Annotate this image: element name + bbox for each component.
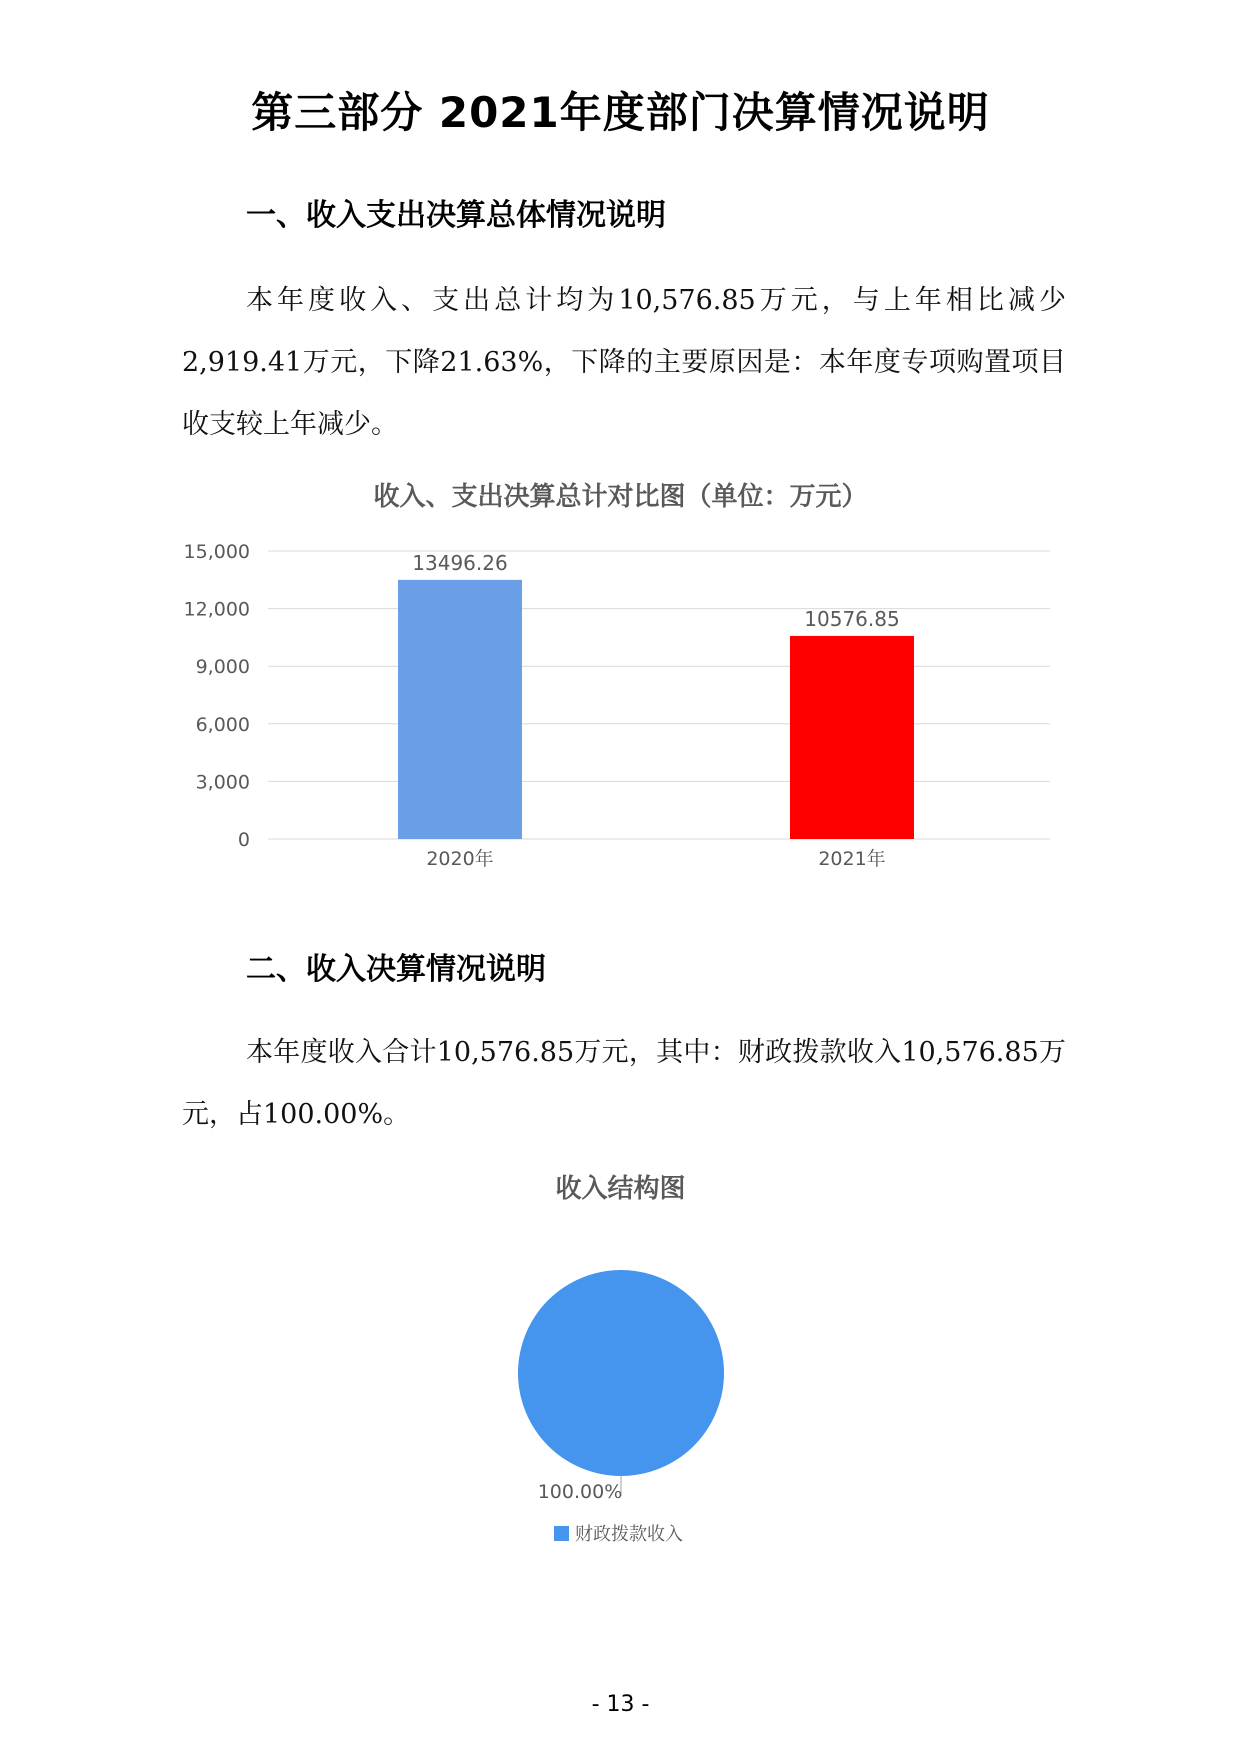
pie-slice-value-label: 100.00% <box>537 1481 623 1503</box>
pie-slice-fiscal-appropriation <box>518 1270 724 1476</box>
pie-legend-swatch <box>554 1526 569 1541</box>
x-tick-2021: 2021年 <box>818 848 886 870</box>
y-tick-label: 6,000 <box>195 713 250 736</box>
bar-2020-value-label: 13496.26 <box>412 550 508 575</box>
y-tick-label: 15,000 <box>183 541 250 563</box>
y-tick-label: 3,000 <box>195 771 250 794</box>
pie-legend-label: 财政拨款收入 <box>575 1524 683 1545</box>
y-tick-label: 9,000 <box>195 656 250 679</box>
y-tick-label: 0 <box>237 829 250 851</box>
page-title: 第三部分 2021年度部门决算情况说明 <box>251 88 990 137</box>
paragraph-income-summary: 本年度收入合计10,576.85万元，其中：财政拨款收入10,576.85万元，占100.00%。 <box>182 1037 1066 1130</box>
y-tick-label: 12,000 <box>183 598 250 621</box>
section-heading-income-expense: 一、收入支出决算总体情况说明 <box>246 198 666 233</box>
page-number: - 13 - <box>591 1692 650 1717</box>
bar-chart-title: 收入、支出决算总计对比图（单位：万元） <box>373 482 868 512</box>
paragraph-income-expense-summary: 本年度收入、支出总计均为10,576.85万元，与上年相比减少2,919.41万元，下降21.63%，下降的主要原因是：本年度专项购置项目收支较上年减少。 <box>182 285 1066 440</box>
pie-chart-title: 收入结构图 <box>555 1174 686 1204</box>
bar-2021-value-label: 10576.85 <box>804 606 900 631</box>
section-heading-income: 二、收入决算情况说明 <box>246 952 546 987</box>
x-tick-2020: 2020年 <box>426 848 494 870</box>
